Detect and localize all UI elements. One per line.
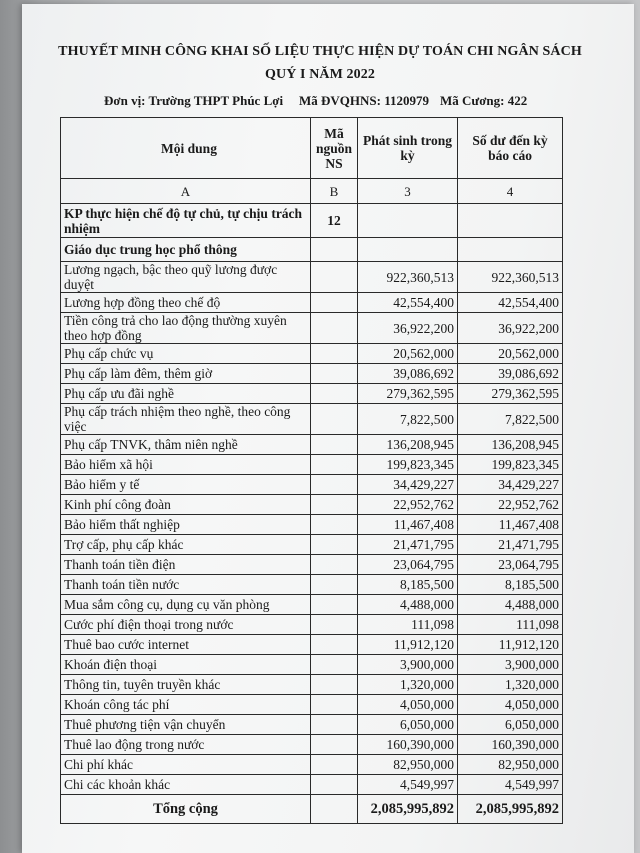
row-label: Thuê bao cước internet [61,635,311,655]
row-source [311,615,358,635]
row-source [311,262,358,293]
row-incurred: 20,562,000 [358,344,458,364]
table-row [61,595,563,615]
row-incurred: 279,362,595 [358,384,458,404]
row-label: Bảo hiểm y tế [61,475,311,495]
row-source [311,775,358,795]
dvqhns-code: Mã ĐVQHNS: 1120979 [299,93,429,108]
row-incurred: 39,086,692 [358,364,458,384]
row-label: Thuê lao động trong nước [61,735,311,755]
row-incurred: 160,390,000 [358,735,458,755]
row-source [311,404,358,435]
row-balance: 8,185,500 [458,575,563,595]
row-label: Lương ngạch, bậc theo quỹ lương được duyệt [61,262,311,293]
row-incurred: 1,320,000 [358,675,458,695]
table-row [61,495,563,515]
row-incurred: 3,900,000 [358,655,458,675]
row-balance: 922,360,513 [458,262,563,293]
row-balance: 20,562,000 [458,344,563,364]
table-row [61,715,563,735]
table-row [61,575,563,595]
row-label: Bảo hiểm thất nghiệp [61,515,311,535]
chuong-code: Mã Cương: 422 [440,93,528,108]
header-incurred: Phát sinh trong kỳ [358,118,458,179]
header-balance: Số dư đến kỳ báo cáo [458,118,563,179]
table-row [61,755,563,775]
row-balance: 21,471,795 [458,535,563,555]
row-label: Thuê phương tiện vận chuyển [61,715,311,735]
row-label: Phụ cấp TNVK, thâm niên nghề [61,435,311,455]
unit-name: Đơn vị: Trường THPT Phúc Lợi [104,93,284,108]
row-label: Bảo hiểm xã hội [61,455,311,475]
total-balance: 2,085,995,892 [458,795,563,824]
table-row [61,735,563,755]
row-incurred: 199,823,345 [358,455,458,475]
row-incurred: 21,471,795 [358,535,458,555]
row-balance: 3,900,000 [458,655,563,675]
table-row [61,364,563,384]
table-code-row [61,179,563,204]
table-row [61,655,563,675]
subsection-empty-incurred [358,238,458,262]
row-source [311,475,358,495]
section-label: KP thực hiện chế độ tự chủ, tự chịu trách nhiệm [61,204,311,238]
row-source [311,555,358,575]
table-row [61,635,563,655]
table-row [61,515,563,535]
document-subtitle: QUÝ I NĂM 2022 [265,67,375,82]
subsection-label: Giáo dục trung học phổ thông [61,238,311,262]
row-label: Chi phí khác [61,755,311,775]
table-row [61,535,563,555]
table-row [61,675,563,695]
row-label: Lương hợp đồng theo chế độ [61,293,311,313]
row-source [311,364,358,384]
table-row [61,775,563,795]
row-source [311,595,358,615]
document-title: THUYẾT MINH CÔNG KHAI SỐ LIỆU THỰC HIỆN DỰ TOÁN CHI NGÂN SÁCH [58,44,582,59]
row-source [311,695,358,715]
header-source: Mã nguồn NS [311,118,358,179]
row-incurred: 11,912,120 [358,635,458,655]
table-row [61,344,563,364]
table-row [61,435,563,455]
row-balance: 42,554,400 [458,293,563,313]
row-incurred: 36,922,200 [358,313,458,344]
row-source [311,715,358,735]
row-label: Khoán công tác phí [61,695,311,715]
row-label: Thanh toán tiền nước [61,575,311,595]
row-source [311,655,358,675]
table-row [61,695,563,715]
row-label: Chi các khoản khác [61,775,311,795]
table-row [61,555,563,575]
row-balance: 136,208,945 [458,435,563,455]
row-label: Phụ cấp ưu đãi nghề [61,384,311,404]
row-label: Mua sắm công cụ, dụng cụ văn phòng [61,595,311,615]
row-incurred: 8,185,500 [358,575,458,595]
row-incurred: 4,050,000 [358,695,458,715]
table-row [61,615,563,635]
row-balance: 4,050,000 [458,695,563,715]
table-row [61,293,563,313]
row-label: Cước phí điện thoại trong nước [61,615,311,635]
code-balance: 4 [458,179,563,204]
row-balance: 36,922,200 [458,313,563,344]
row-incurred: 7,822,500 [358,404,458,435]
row-label: Khoán điện thoại [61,655,311,675]
table-row [61,475,563,495]
row-source [311,293,358,313]
row-balance: 160,390,000 [458,735,563,755]
row-incurred: 136,208,945 [358,435,458,455]
total-row [61,795,563,824]
subsection-row [61,238,563,262]
row-balance: 39,086,692 [458,364,563,384]
row-source [311,755,358,775]
total-label: Tổng cộng [61,795,311,824]
row-balance: 82,950,000 [458,755,563,775]
section-empty-balance [458,204,563,238]
subsection-empty-balance [458,238,563,262]
row-label: Kinh phí công đoàn [61,495,311,515]
row-incurred: 11,467,408 [358,515,458,535]
row-incurred: 82,950,000 [358,755,458,775]
code-source: B [311,179,358,204]
row-balance: 22,952,762 [458,495,563,515]
row-source [311,455,358,475]
row-balance: 7,822,500 [458,404,563,435]
row-source [311,435,358,455]
row-source [311,515,358,535]
row-incurred: 4,488,000 [358,595,458,615]
row-source [311,535,358,555]
row-source [311,635,358,655]
row-incurred: 22,952,762 [358,495,458,515]
total-empty-source [311,795,358,824]
row-incurred: 34,429,227 [358,475,458,495]
row-balance: 11,912,120 [458,635,563,655]
row-label: Thông tin, tuyên truyền khác [61,675,311,695]
row-label: Phụ cấp trách nhiệm theo nghề, theo công việc [61,404,311,435]
total-incurred: 2,085,995,892 [358,795,458,824]
row-label: Tiền công trả cho lao động thường xuyên theo hợp đồng [61,313,311,344]
row-balance: 199,823,345 [458,455,563,475]
header-content: Mội dung [61,118,311,179]
row-incurred: 23,064,795 [358,555,458,575]
row-source [311,675,358,695]
row-source [311,735,358,755]
row-balance: 4,488,000 [458,595,563,615]
row-source [311,313,358,344]
row-label: Phụ cấp chức vụ [61,344,311,364]
subsection-empty-source [311,238,358,262]
row-balance: 34,429,227 [458,475,563,495]
section-row [61,204,563,238]
row-incurred: 6,050,000 [358,715,458,735]
table-row [61,404,563,435]
row-source [311,384,358,404]
table-row [61,384,563,404]
budget-table [60,117,563,824]
row-label: Trợ cấp, phụ cấp khác [61,535,311,555]
code-content: A [61,179,311,204]
row-source [311,575,358,595]
row-balance: 23,064,795 [458,555,563,575]
row-incurred: 922,360,513 [358,262,458,293]
row-source [311,495,358,515]
row-balance: 6,050,000 [458,715,563,735]
row-incurred: 42,554,400 [358,293,458,313]
table-header-row [61,118,563,179]
table-row [61,262,563,293]
table-row [61,313,563,344]
row-balance: 11,467,408 [458,515,563,535]
row-label: Thanh toán tiền điện [61,555,311,575]
code-incurred: 3 [358,179,458,204]
row-incurred: 111,098 [358,615,458,635]
section-source: 12 [311,204,358,238]
row-balance: 279,362,595 [458,384,563,404]
row-balance: 111,098 [458,615,563,635]
row-incurred: 4,549,997 [358,775,458,795]
row-label: Phụ cấp làm đêm, thêm giờ [61,364,311,384]
section-empty-incurred [358,204,458,238]
row-balance: 4,549,997 [458,775,563,795]
row-balance: 1,320,000 [458,675,563,695]
table-row [61,455,563,475]
row-source [311,344,358,364]
